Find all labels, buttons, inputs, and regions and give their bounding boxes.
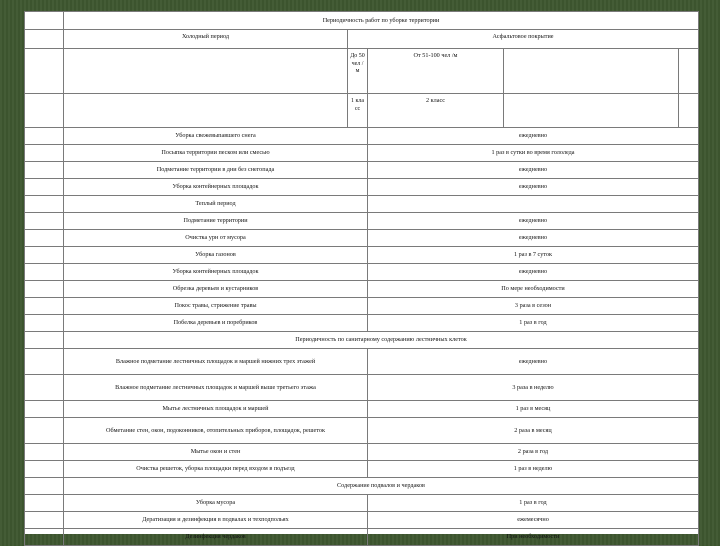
warm-period-header: Теплый период (64, 196, 368, 213)
up-to-50-header: До 50 чел /м (348, 49, 368, 94)
from-51-100-header: От 51-100 чел /м (368, 49, 504, 94)
table-row (25, 315, 699, 332)
frequency-cell: 1 раз в сутки во время гололеда (368, 145, 699, 162)
cleaning-schedule-table (24, 11, 699, 546)
task-cell: Дератизация и дезинфекция в подвалах и техподпольях (64, 512, 368, 529)
frequency-cell: 1 раз в 7 суток (368, 247, 699, 264)
frequency-cell: ежедневно (368, 264, 699, 281)
row-label-cell (25, 401, 64, 418)
task-cell: Влажное подметание лестничных площадок и маршей нижних трех этажей (64, 349, 368, 375)
row-label-cell (25, 281, 64, 298)
table-row (25, 281, 699, 298)
empty-cell (679, 94, 699, 128)
table-row (25, 375, 699, 401)
row-label-cell (25, 145, 64, 162)
table-row (25, 401, 699, 418)
task-cell: Влажное подметание лестничных площадок и маршей выше третьего этажа (64, 375, 368, 401)
row-label-cell (25, 12, 64, 30)
row-label-cell (25, 30, 64, 49)
row-label-cell (25, 444, 64, 461)
frequency-cell: ежедневно (368, 128, 699, 145)
document-slide (24, 11, 698, 541)
frequency-cell: 1 раз в неделю (368, 461, 699, 478)
frequency-cell: 2 раза в месяц (368, 418, 699, 444)
cold-period-header: Холодный период (64, 30, 348, 49)
asphalt-header: Асфальтовое покрытие (348, 30, 699, 49)
frequency-cell: ежедневно (368, 230, 699, 247)
sanitary-section-title: Периодичность по санитарному содержанию лестничных клеток (64, 332, 699, 349)
table-row (25, 247, 699, 264)
header-row (25, 30, 699, 49)
frequency-cell: 3 раза в сезон (368, 298, 699, 315)
table-row (25, 162, 699, 179)
row-label-cell (25, 247, 64, 264)
empty-cell (504, 94, 679, 128)
task-cell: Мытье лестничных площадок и маршей (64, 401, 368, 418)
frequency-cell: ежедневно (368, 162, 699, 179)
frequency-cell: ежедневно (368, 179, 699, 196)
task-cell: Очистка решеток, уборка площадки перед входом в подъезд (64, 461, 368, 478)
row-label-cell (25, 128, 64, 145)
row-label-cell (25, 179, 64, 196)
frequency-cell: 2 раза в год (368, 444, 699, 461)
frequency-cell: ежедневно (368, 213, 699, 230)
row-label-cell (25, 230, 64, 247)
task-cell: Побелка деревьев и поребриков (64, 315, 368, 332)
task-cell: Подметание территории (64, 213, 368, 230)
row-label-cell (25, 315, 64, 332)
table-row (25, 349, 699, 375)
class-2-header: 2 класс (368, 94, 504, 128)
row-label-cell (25, 213, 64, 230)
section-row (25, 196, 699, 213)
frequency-cell: 1 раз в месяц (368, 401, 699, 418)
frequency-cell: ежедневно (368, 349, 699, 375)
frequency-cell: 1 раз в год (368, 495, 699, 512)
table-row (25, 128, 699, 145)
task-cell: Покос травы, стрижение травы (64, 298, 368, 315)
row-label-cell (25, 461, 64, 478)
task-cell: Уборка контейнерных площадок (64, 264, 368, 281)
task-cell: Обрезка деревьев и кустарников (64, 281, 368, 298)
title-row (25, 12, 699, 30)
basement-section-title: Содержание подвалов и чердаков (64, 478, 699, 495)
frequency-cell: 1 раз в год (368, 315, 699, 332)
task-cell: Уборка газонов (64, 247, 368, 264)
table-row (25, 230, 699, 247)
task-cell: Очистка урн от мусора (64, 230, 368, 247)
empty-cell (64, 49, 348, 94)
table-row (25, 461, 699, 478)
frequency-cell: По мере необходимости (368, 281, 699, 298)
task-cell: Мытье окон и стен (64, 444, 368, 461)
task-cell: Уборка свежевыпавшего снега (64, 128, 368, 145)
row-label-cell (25, 478, 64, 495)
section-row (25, 332, 699, 349)
empty-cell (679, 49, 699, 94)
task-cell: Посыпка территории песком или смесью (64, 145, 368, 162)
table-row (25, 145, 699, 162)
row-label-cell (25, 49, 64, 94)
task-cell: Уборка контейнерных площадок (64, 179, 368, 196)
empty-cell (368, 196, 699, 213)
frequency-cell: 3 раза в неделю (368, 375, 699, 401)
table-row (25, 298, 699, 315)
task-cell: Дезинфекция чердаков (64, 529, 368, 546)
row-label-cell (25, 349, 64, 375)
table-row (25, 418, 699, 444)
table-title: Периодичность работ по уборке территории (64, 12, 699, 30)
table-row (25, 213, 699, 230)
row-label-cell (25, 264, 64, 281)
table-row (25, 179, 699, 196)
row-label-cell (25, 332, 64, 349)
frequency-cell: При необходимости (368, 529, 699, 546)
table-row (25, 264, 699, 281)
row-label-cell (25, 512, 64, 529)
task-cell: Подметание территории в дни без снегопада (64, 162, 368, 179)
row-label-cell (25, 375, 64, 401)
subheader-row (25, 49, 699, 94)
empty-cell (64, 94, 348, 128)
row-label-cell (25, 418, 64, 444)
frequency-cell: ежемесячно (368, 512, 699, 529)
task-cell: Уборка мусора (64, 495, 368, 512)
section-row (25, 478, 699, 495)
table-row (25, 444, 699, 461)
row-label-cell (25, 529, 64, 546)
row-label-cell (25, 495, 64, 512)
class-1-header: 1 кла сс (348, 94, 368, 128)
row-label-cell (25, 162, 64, 179)
table-row (25, 529, 699, 546)
row-label-cell (25, 196, 64, 213)
table-row (25, 512, 699, 529)
table-row (25, 495, 699, 512)
row-label-cell (25, 94, 64, 128)
row-label-cell (25, 298, 64, 315)
task-cell: Обметание стен, окон, подоконников, отопительных приборов, площадок, решеток (64, 418, 368, 444)
empty-cell (504, 49, 679, 94)
class-row (25, 94, 699, 128)
